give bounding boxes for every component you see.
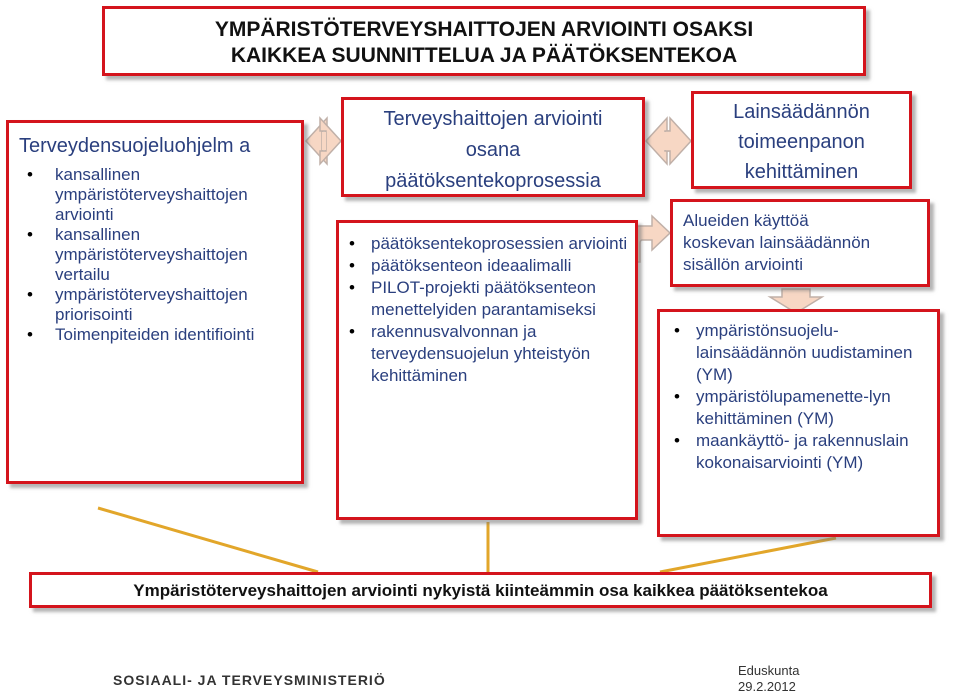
- right-middle-line-1: Alueiden käyttöä: [683, 211, 809, 230]
- middle-list: [349, 233, 631, 387]
- middle-list-box: [336, 220, 638, 520]
- connector-line-right: [660, 538, 836, 572]
- left-box: [6, 120, 304, 484]
- list-item: • ympäristönsuojelu-lainsäädännön uudistaminen (YM): [674, 321, 913, 384]
- list-item: • ympäristöterveyshaittojen priorisointi: [27, 285, 248, 324]
- list-item: • kansallinen ympäristöterveyshaittojen vertailu: [27, 225, 248, 284]
- footer-date-block: [738, 663, 799, 695]
- list-item: • Toimenpiteiden identifiointi: [27, 325, 255, 344]
- footer-date: 29.2.2012: [738, 679, 796, 694]
- right-list-box: [657, 309, 940, 537]
- bottom-summary-text: Ympäristöterveyshaittojen arviointi nykyistä kiinteämmin osa kaikkea päätöksentekoa: [133, 581, 828, 600]
- left-box-heading: Terveydensuojeluohjelm a: [19, 135, 251, 157]
- list-item: • PILOT-projekti päätöksenteon menettelyiden parantamiseksi: [349, 278, 596, 319]
- title-box: [102, 6, 866, 76]
- middle-heading-line-2: osana: [465, 139, 521, 161]
- list-item: • päätöksentekoprosessien arviointi: [349, 234, 628, 253]
- title-line-1: YMPÄRISTÖTERVEYSHAITTOJEN ARVIOINTI OSAKSI: [214, 18, 754, 41]
- bottom-summary-box: [29, 572, 932, 608]
- right-list: [668, 320, 933, 474]
- right-middle-box: [670, 199, 930, 287]
- list-item: • päätöksenteon ideaalimalli: [349, 256, 572, 275]
- list-item: • maankäyttö- ja rakennuslain kokonaisarviointi (YM): [674, 431, 909, 472]
- footer-place: Eduskunta: [738, 663, 800, 678]
- right-middle-line-2: koskevan lainsäädännön: [683, 233, 871, 252]
- right-heading-box: [691, 91, 912, 189]
- list-item: • kansallinen ympäristöterveyshaittojen arviointi: [27, 165, 248, 224]
- middle-heading-box: [341, 97, 645, 197]
- right-heading-line-3: kehittäminen: [744, 161, 859, 183]
- right-heading-line-1: Lainsäädännön: [733, 101, 870, 123]
- middle-heading-line-3: päätöksentekoprosessia: [385, 170, 601, 192]
- title-line-2: KAIKKEA SUUNNITTELUA JA PÄÄTÖKSENTEKOA: [230, 44, 738, 67]
- list-item: • ympäristölupamenette-lyn kehittäminen (YM): [674, 387, 891, 428]
- right-middle-line-3: sisällön arviointi: [683, 255, 803, 274]
- middle-heading-line-1: Terveyshaittojen arviointi: [383, 108, 603, 130]
- right-heading-line-2: toimeenpanon: [738, 131, 865, 153]
- connector-line-left: [98, 508, 318, 572]
- left-box-list: [19, 165, 295, 345]
- list-item: • rakennusvalvonnan ja terveydensuojelun yhteistyön kehittäminen: [349, 322, 591, 385]
- ministry-logo: SOSIAALI- JA TERVEYSMINISTERIÖ: [113, 672, 386, 688]
